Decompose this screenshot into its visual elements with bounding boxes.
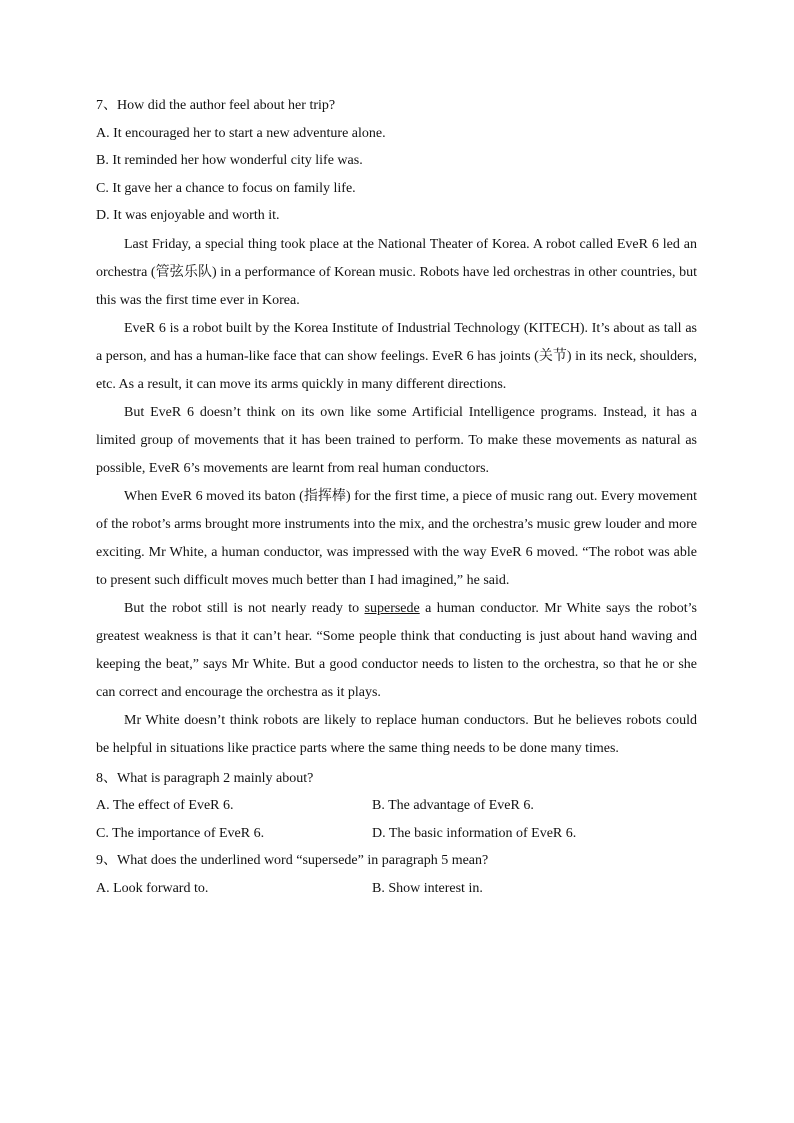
question-7-stem: 7、How did the author feel about her trip?: [96, 98, 336, 113]
passage-paragraph-6: Mr White doesn’t think robots are likely to replace human conductors. But he believes robots could be helpful in situations like practice parts where the same thing needs to be done many times.: [96, 712, 697, 756]
question-8-option-c: C. The importance of EveR 6.: [96, 825, 265, 841]
question-8-options-row-2: [96, 824, 697, 844]
paragraph-5-text-after: a human conductor. Mr White says the robot’s greatest weakness is that it can’t hear. “Some people think that conducting is just about hand waving and keeping the beat,” says Mr White. But a good conductor needs to listen to the orchestra, so that he or she can correct and encourage the orchestra as it plays.: [96, 600, 697, 700]
question-7-option-a: A. It encouraged her to start a new adventure alone.: [96, 125, 386, 141]
question-7-option-d: D. It was enjoyable and worth it.: [96, 208, 280, 223]
question-8-option-a: A. The effect of EveR 6.: [96, 798, 234, 813]
question-9-option-b: B. Show interest in.: [372, 880, 483, 896]
question-9-option-a: A. Look forward to.: [96, 880, 209, 896]
passage-paragraph-5: [96, 595, 697, 707]
paragraph-5-text-before: But the robot still is not nearly ready to: [124, 600, 365, 616]
question-7-option-b: B. It reminded her how wonderful city life was.: [96, 153, 363, 168]
page-content: [96, 96, 697, 906]
question-8-option-d: D. The basic information of EveR 6.: [372, 825, 577, 841]
passage-paragraph-4: When EveR 6 moved its baton (指挥棒) for the first time, a piece of music rang out. Every movement of the robot’s arms brought more instruments into the mix, and the orchestra’s music grew louder and more exciting. Mr White, a human conductor, was impressed with the way EveR 6 moved. “The robot was able to present such difficult moves much better than I had imagined,” he said.: [96, 488, 697, 588]
passage-paragraph-2: EveR 6 is a robot built by the Korea Institute of Industrial Technology (KITECH). It’s about as tall as a person, and has a human-like face that can show feelings. EveR 6 has joints (关节) in its neck, shoulders, etc. As a result, it can move its arms quickly in many different directions.: [96, 320, 697, 392]
question-7-option-c: C. It gave her a chance to focus on family life.: [96, 180, 356, 196]
question-9-options-row-1: [96, 879, 697, 899]
underlined-word-supersede: supersede: [364, 600, 420, 616]
question-9-stem: 9、What does the underlined word “supersede” in paragraph 5 mean?: [96, 853, 489, 868]
reading-passage: [96, 231, 697, 763]
question-8-stem: 8、What is paragraph 2 mainly about?: [96, 770, 314, 786]
passage-paragraph-3: But EveR 6 doesn’t think on its own like some Artificial Intelligence programs. Instead, it has a limited group of movements that it has been trained to perform. To make these movements as natural as possible, EveR 6’s movements are learnt from real human conductors.: [96, 404, 697, 476]
question-8-options-row-1: [96, 796, 697, 816]
passage-paragraph-1: Last Friday, a special thing took place at the National Theater of Korea. A robot called EveR 6 led an orchestra (管弦乐队) in a performance of Korean music. Robots have led orchestras in other countries, but this was the first time ever in Korea.: [96, 236, 697, 308]
question-8-option-b: B. The advantage of EveR 6.: [372, 798, 534, 813]
